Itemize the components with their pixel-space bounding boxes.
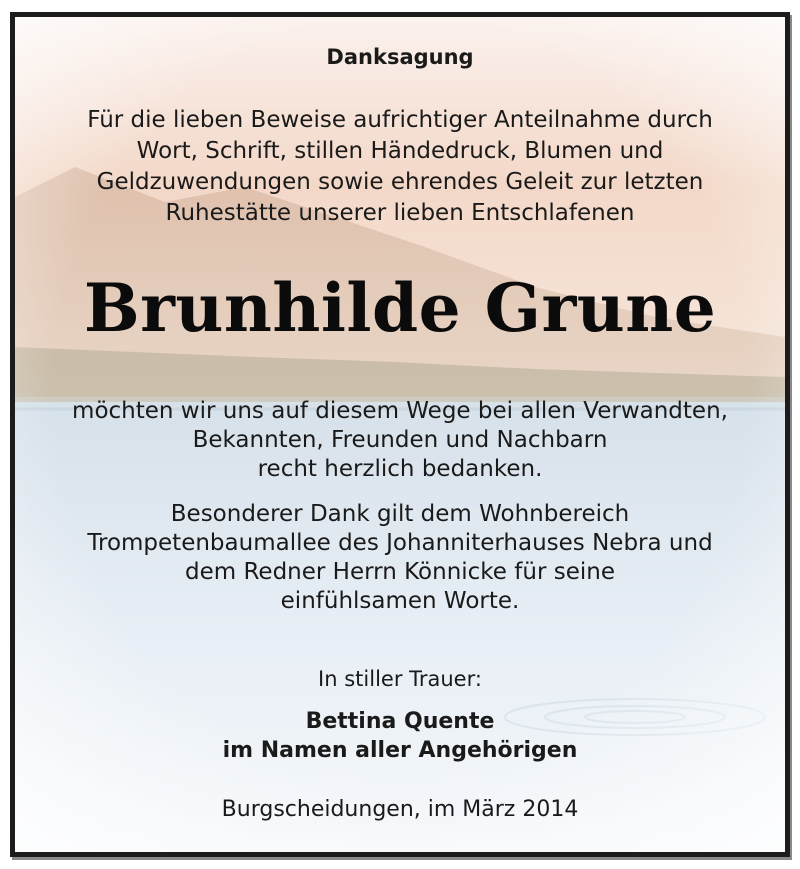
intro-line: Wort, Schrift, stillen Händedruck, Blumen und <box>136 138 664 164</box>
special-thanks-line: Trompetenbaumallee des Johanniterhauses Nebra und <box>87 530 713 556</box>
special-thanks-line: dem Redner Herrn Könnicke für seine <box>185 559 615 585</box>
place-date: Burgscheidungen, im März 2014 <box>221 797 579 822</box>
thanks-line: Bekannten, Freunden und Nachbarn <box>192 427 608 453</box>
notice-frame <box>10 12 790 857</box>
thanks-line: recht herzlich bedanken. <box>257 456 543 482</box>
mourning-label: In stiller Trauer: <box>318 667 482 691</box>
intro-line: Ruhestätte unserer lieben Entschlafenen <box>165 200 635 226</box>
intro-paragraph <box>15 105 785 229</box>
signer-block <box>15 707 785 765</box>
intro-line: Für die lieben Beweise aufrichtiger Anteilnahme durch <box>87 107 713 133</box>
thanks-paragraph <box>15 397 785 484</box>
intro-line: Geldzuwendungen sowie ehrendes Geleit zur letzten <box>96 169 704 195</box>
signer-relation: im Namen aller Angehörigen <box>222 738 578 763</box>
notice-heading: Danksagung <box>326 45 474 69</box>
thanks-line: möchten wir uns auf diesem Wege bei allen Verwandten, <box>72 398 728 424</box>
special-thanks-line: einfühlsamen Worte. <box>280 588 520 614</box>
deceased-name: Brunhilde Grune <box>83 269 717 347</box>
special-thanks-line: Besonderer Dank gilt dem Wohnbereich <box>170 501 630 527</box>
signer-name: Bettina Quente <box>305 709 495 734</box>
notice-content <box>15 17 785 852</box>
special-thanks-paragraph <box>15 500 785 616</box>
